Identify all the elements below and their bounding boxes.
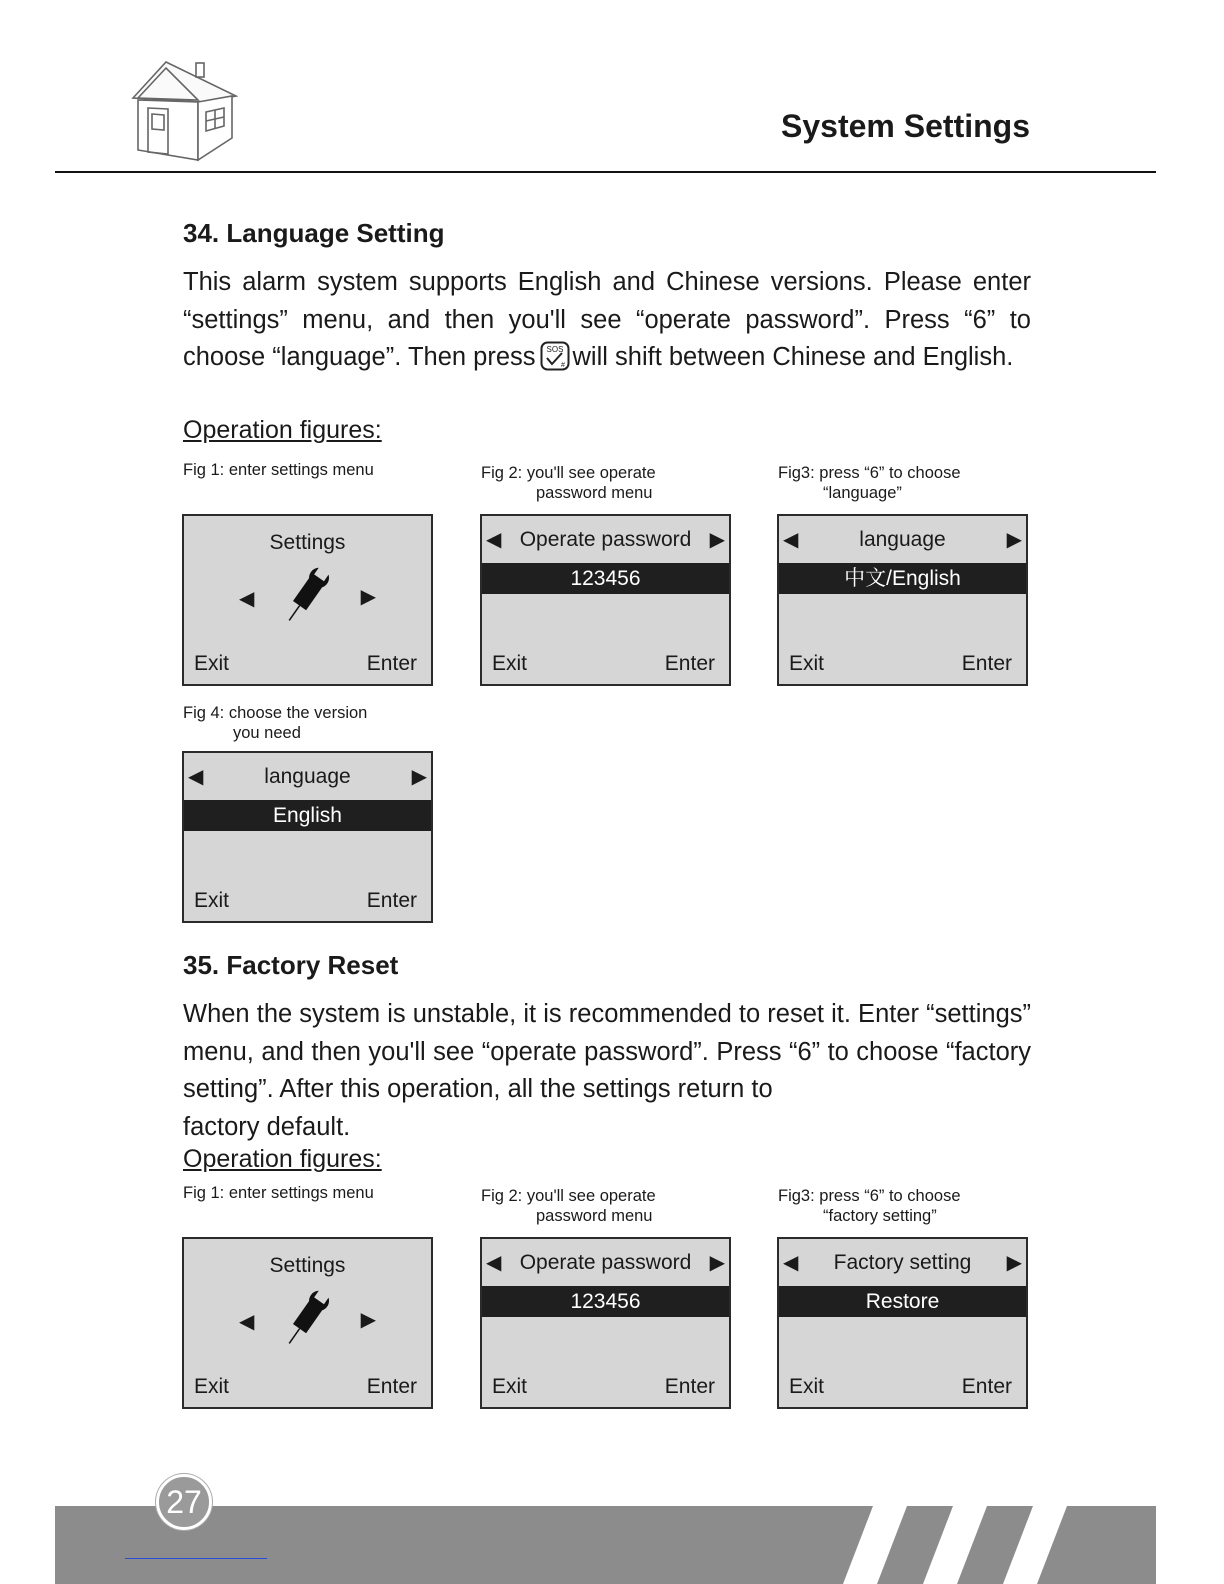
language-description <box>183 264 1031 377</box>
section-heading-language: 34. Language Setting <box>183 218 445 248</box>
footer-link-underline <box>125 1558 267 1559</box>
arrow-right-icon: ▶ <box>1006 529 1022 551</box>
enter-softkey: Enter <box>664 1375 715 1398</box>
section-heading-factory-reset: 35. Factory Reset <box>183 950 399 980</box>
screen-title: Factory setting <box>833 1251 972 1274</box>
arrow-right-icon: ▶ <box>411 766 427 788</box>
password-value: 123456 <box>482 563 729 594</box>
screen-title: Settings <box>269 531 346 554</box>
exit-softkey: Exit <box>492 1375 528 1398</box>
fig1-caption-text: Fig 1: enter settings menu <box>183 461 374 479</box>
screen-title: language <box>264 765 351 788</box>
fig4-caption-line2: you need <box>233 724 301 742</box>
arrow-left-icon: ◀ <box>239 588 255 610</box>
exit-softkey: Exit <box>194 652 230 675</box>
wrench-icon <box>277 562 337 628</box>
factory-reset-text: When the system is unstable, it is recommended to reset it. Enter “settings” menu, and then you'll see “operate password”. Press “6” to choose “factory setting”. After this operation, all the settings return to <box>183 1000 1031 1104</box>
header-divider <box>55 171 1156 173</box>
arrow-left-icon: ◀ <box>486 529 502 551</box>
exit-softkey: Exit <box>789 652 825 675</box>
sos-key-icon <box>540 341 570 371</box>
page-title: System Settings <box>781 108 1030 144</box>
screen-title: Operate password <box>519 528 692 551</box>
arrow-right-icon: ▶ <box>1006 1252 1022 1274</box>
page-number: 27 <box>156 1474 212 1530</box>
arrow-left-icon: ◀ <box>783 529 799 551</box>
exit-softkey: Exit <box>789 1375 825 1398</box>
settings-screen <box>182 514 433 686</box>
language-text-a: This alarm system supports English and Chinese versions. Please enter “settings” menu, and then you'll see “operate password”. Press “6” to choose “language”. Then press <box>183 268 1031 372</box>
fig2-caption <box>481 463 656 503</box>
fig4-caption <box>183 703 367 743</box>
fig1-caption <box>183 1183 374 1203</box>
screen-title: Operate password <box>519 1251 692 1274</box>
operate-password-screen <box>480 514 731 686</box>
language-english-screen <box>182 751 433 923</box>
arrow-right-icon: ▶ <box>709 1252 725 1274</box>
fig3-caption-line2: “factory setting” <box>823 1207 937 1225</box>
restore-value: Restore <box>779 1286 1026 1317</box>
factory-setting-screen <box>777 1237 1028 1409</box>
svg-text:SOS: SOS <box>546 345 563 355</box>
arrow-left-icon: ◀ <box>239 1311 255 1333</box>
fig3-caption-line2: “language” <box>823 484 902 502</box>
enter-softkey: Enter <box>961 1375 1012 1398</box>
language-value: English <box>184 800 431 831</box>
exit-softkey: Exit <box>194 889 230 912</box>
language-text-b: will shift between Chinese and English. <box>572 343 1014 372</box>
language-value: 中文/English <box>779 563 1026 594</box>
fig3-caption-line1: Fig3: press “6” to choose <box>778 464 961 482</box>
factory-reset-description <box>183 996 1031 1147</box>
fig1-caption <box>183 460 374 480</box>
settings-screen <box>182 1237 433 1409</box>
fig1-caption-text: Fig 1: enter settings menu <box>183 1184 374 1202</box>
screen-title: Settings <box>269 1254 346 1277</box>
operation-figures-label: Operation figures: <box>183 1145 382 1173</box>
svg-text:#: # <box>560 362 565 370</box>
operate-password-screen <box>480 1237 731 1409</box>
fig2-caption <box>481 1186 656 1226</box>
enter-softkey: Enter <box>366 1375 417 1398</box>
fig2-caption-line1: Fig 2: you'll see operate <box>481 1187 656 1205</box>
language-screen <box>777 514 1028 686</box>
screen-title: language <box>859 528 946 551</box>
arrow-right-icon: ▶ <box>709 529 725 551</box>
exit-softkey: Exit <box>194 1375 230 1398</box>
arrow-left-icon: ◀ <box>188 766 204 788</box>
password-value: 123456 <box>482 1286 729 1317</box>
fig2-caption-line1: Fig 2: you'll see operate <box>481 464 656 482</box>
enter-softkey: Enter <box>961 652 1012 675</box>
exit-softkey: Exit <box>492 652 528 675</box>
fig2-caption-line2: password menu <box>536 1207 653 1225</box>
arrow-left-icon: ◀ <box>486 1252 502 1274</box>
house-logo-icon <box>128 58 238 162</box>
arrow-left-icon: ◀ <box>783 1252 799 1274</box>
operation-figures-label: Operation figures: <box>183 416 382 444</box>
enter-softkey: Enter <box>366 889 417 912</box>
fig4-caption-line1: Fig 4: choose the version <box>183 704 368 722</box>
wrench-icon <box>277 1285 337 1351</box>
factory-reset-text-last: factory default. <box>183 1113 351 1142</box>
fig3-caption <box>778 463 961 503</box>
footer-band <box>55 1506 1156 1584</box>
fig3-caption <box>778 1186 961 1226</box>
fig2-caption-line2: password menu <box>536 484 653 502</box>
arrow-right-icon: ▶ <box>360 1309 376 1331</box>
enter-softkey: Enter <box>664 652 715 675</box>
enter-softkey: Enter <box>366 652 417 675</box>
arrow-right-icon: ▶ <box>360 586 376 608</box>
fig3-caption-line1: Fig3: press “6” to choose <box>778 1187 961 1205</box>
